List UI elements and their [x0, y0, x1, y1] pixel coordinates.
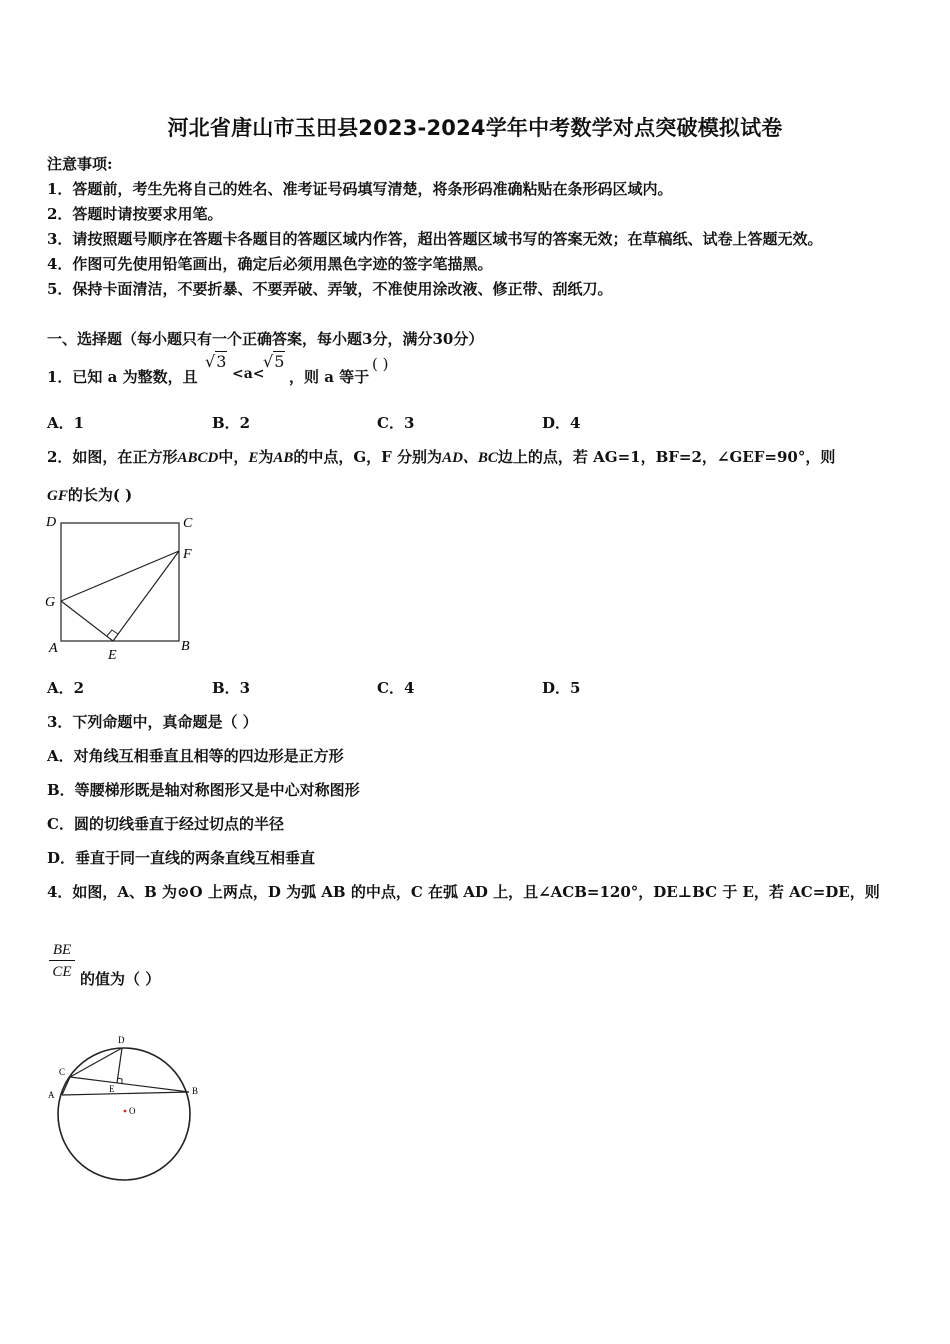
section-heading: 一、选择题（每小题只有一个正确答案，每小题3分，满分30分） [47, 330, 484, 348]
q2-stem-line1 [47, 446, 835, 467]
q2-sides: AD、BC [442, 450, 498, 466]
label-e: E [109, 1084, 115, 1094]
segment-ge [61, 601, 113, 641]
q2-text: 的中点，G，F 分别为 [293, 448, 443, 466]
page-title: 河北省唐山市玉田县2023-2024学年中考数学对点突破模拟试卷 [167, 116, 783, 140]
q1-suffix: ，则 a 等于 [289, 368, 370, 386]
label-e: E [108, 648, 117, 663]
q3-stem: 3．下列命题中，真命题是（ ） [47, 713, 258, 731]
q3-option-b: B．等腰梯形既是轴对称图形又是中心对称图形 [47, 781, 360, 799]
q2-option-b: B．3 [212, 679, 251, 697]
q2-text: 边上的点，若 AG=1，BF=2，∠GEF=90°，则 [497, 448, 836, 466]
q4-fraction [49, 940, 75, 983]
fraction-numerator: BE [49, 940, 75, 961]
q2-segment-ab: AB [273, 450, 294, 466]
q1-stem [47, 366, 198, 387]
label-f: F [183, 547, 192, 562]
q1-inequality [205, 352, 227, 371]
notice-item: 3．请按照题号顺序在答题卡各题目的答题区域内作答，超出答题区域书写的答案无效；在草稿纸、试卷上答题无效。 [47, 230, 823, 248]
q1-prefix: 1．已知 a 为整数，且 [47, 368, 198, 386]
notice-item: 5．保持卡面清洁，不要折暴、不要弄破、弄皱，不准使用涂改液、修正带、刮纸刀。 [47, 280, 613, 298]
label-a: A [49, 641, 58, 656]
q2-square-figure [40, 510, 210, 665]
notice-heading: 注意事项: [47, 155, 113, 173]
q2-option-d: D．5 [542, 679, 581, 697]
notice-item: 1．答题前，考生先将自己的姓名、准考证号码填写清楚，将条形码准确粘贴在条形码区域内。 [47, 180, 673, 198]
q2-text: 的长为( ) [67, 486, 133, 504]
label-a: A [48, 1090, 55, 1100]
label-c: C [183, 516, 193, 531]
q2-text: 中， [218, 448, 249, 466]
q1-option-b: B．2 [212, 414, 251, 432]
q1-option-c: C．3 [377, 414, 415, 432]
q2-text: 2．如图，在正方形 [47, 448, 178, 466]
q4-circle-figure [40, 1025, 220, 1190]
segment-cb [70, 1077, 189, 1092]
sqrt3: √3 [205, 352, 227, 371]
q1-mid: <a< [232, 366, 265, 382]
q2-point-e: E [248, 450, 259, 466]
radicand-3: 3 [216, 352, 227, 371]
sqrt5: √5 [263, 352, 285, 371]
chord-ab [62, 1092, 189, 1095]
q2-option-a: A．2 [47, 679, 85, 697]
label-g: G [45, 595, 56, 610]
q1-answer-paren: ( ) [372, 355, 389, 373]
fraction-denominator: CE [52, 964, 72, 980]
label-o: O [129, 1106, 136, 1116]
label-b: B [181, 639, 190, 654]
notice-item: 2．答题时请按要求用笔。 [47, 205, 223, 223]
q2-square-name: ABCD [177, 450, 219, 466]
q2-option-c: C．4 [377, 679, 415, 697]
radicand-5: 5 [274, 352, 285, 371]
label-b: B [192, 1086, 199, 1096]
q2-stem-line2 [47, 484, 132, 505]
q4-tail: 的值为（ ） [80, 970, 161, 988]
label-c: C [59, 1067, 66, 1077]
square-outline [61, 523, 179, 641]
q1-option-d: D．4 [542, 414, 581, 432]
q1-option-a: A．1 [47, 414, 85, 432]
label-d: D [46, 515, 57, 530]
q2-text: 为 [258, 448, 274, 466]
q2-segment-gf: GF [47, 488, 68, 504]
q3-option-c: C．圆的切线垂直于经过切点的半径 [47, 815, 284, 833]
right-angle-mark [107, 630, 118, 636]
notice-item: 4．作图可先使用铅笔画出，确定后必须用黑色字迹的签字笔描黑。 [47, 255, 493, 273]
segment-cd [70, 1048, 122, 1077]
circle-o [58, 1048, 190, 1180]
q4-stem: 4．如图，A、B 为⊙O 上两点，D 为弧 AB 的中点，C 在弧 AD 上，且∠ACB=120°，DE⊥BC 于 E，若 AC=DE，则 [47, 883, 880, 901]
label-d: D [118, 1035, 125, 1045]
q3-option-d: D．垂直于同一直线的两条直线互相垂直 [47, 849, 316, 867]
segment-ca [62, 1077, 70, 1095]
center-dot [124, 1110, 127, 1113]
q3-option-a: A．对角线互相垂直且相等的四边形是正方形 [47, 747, 344, 765]
